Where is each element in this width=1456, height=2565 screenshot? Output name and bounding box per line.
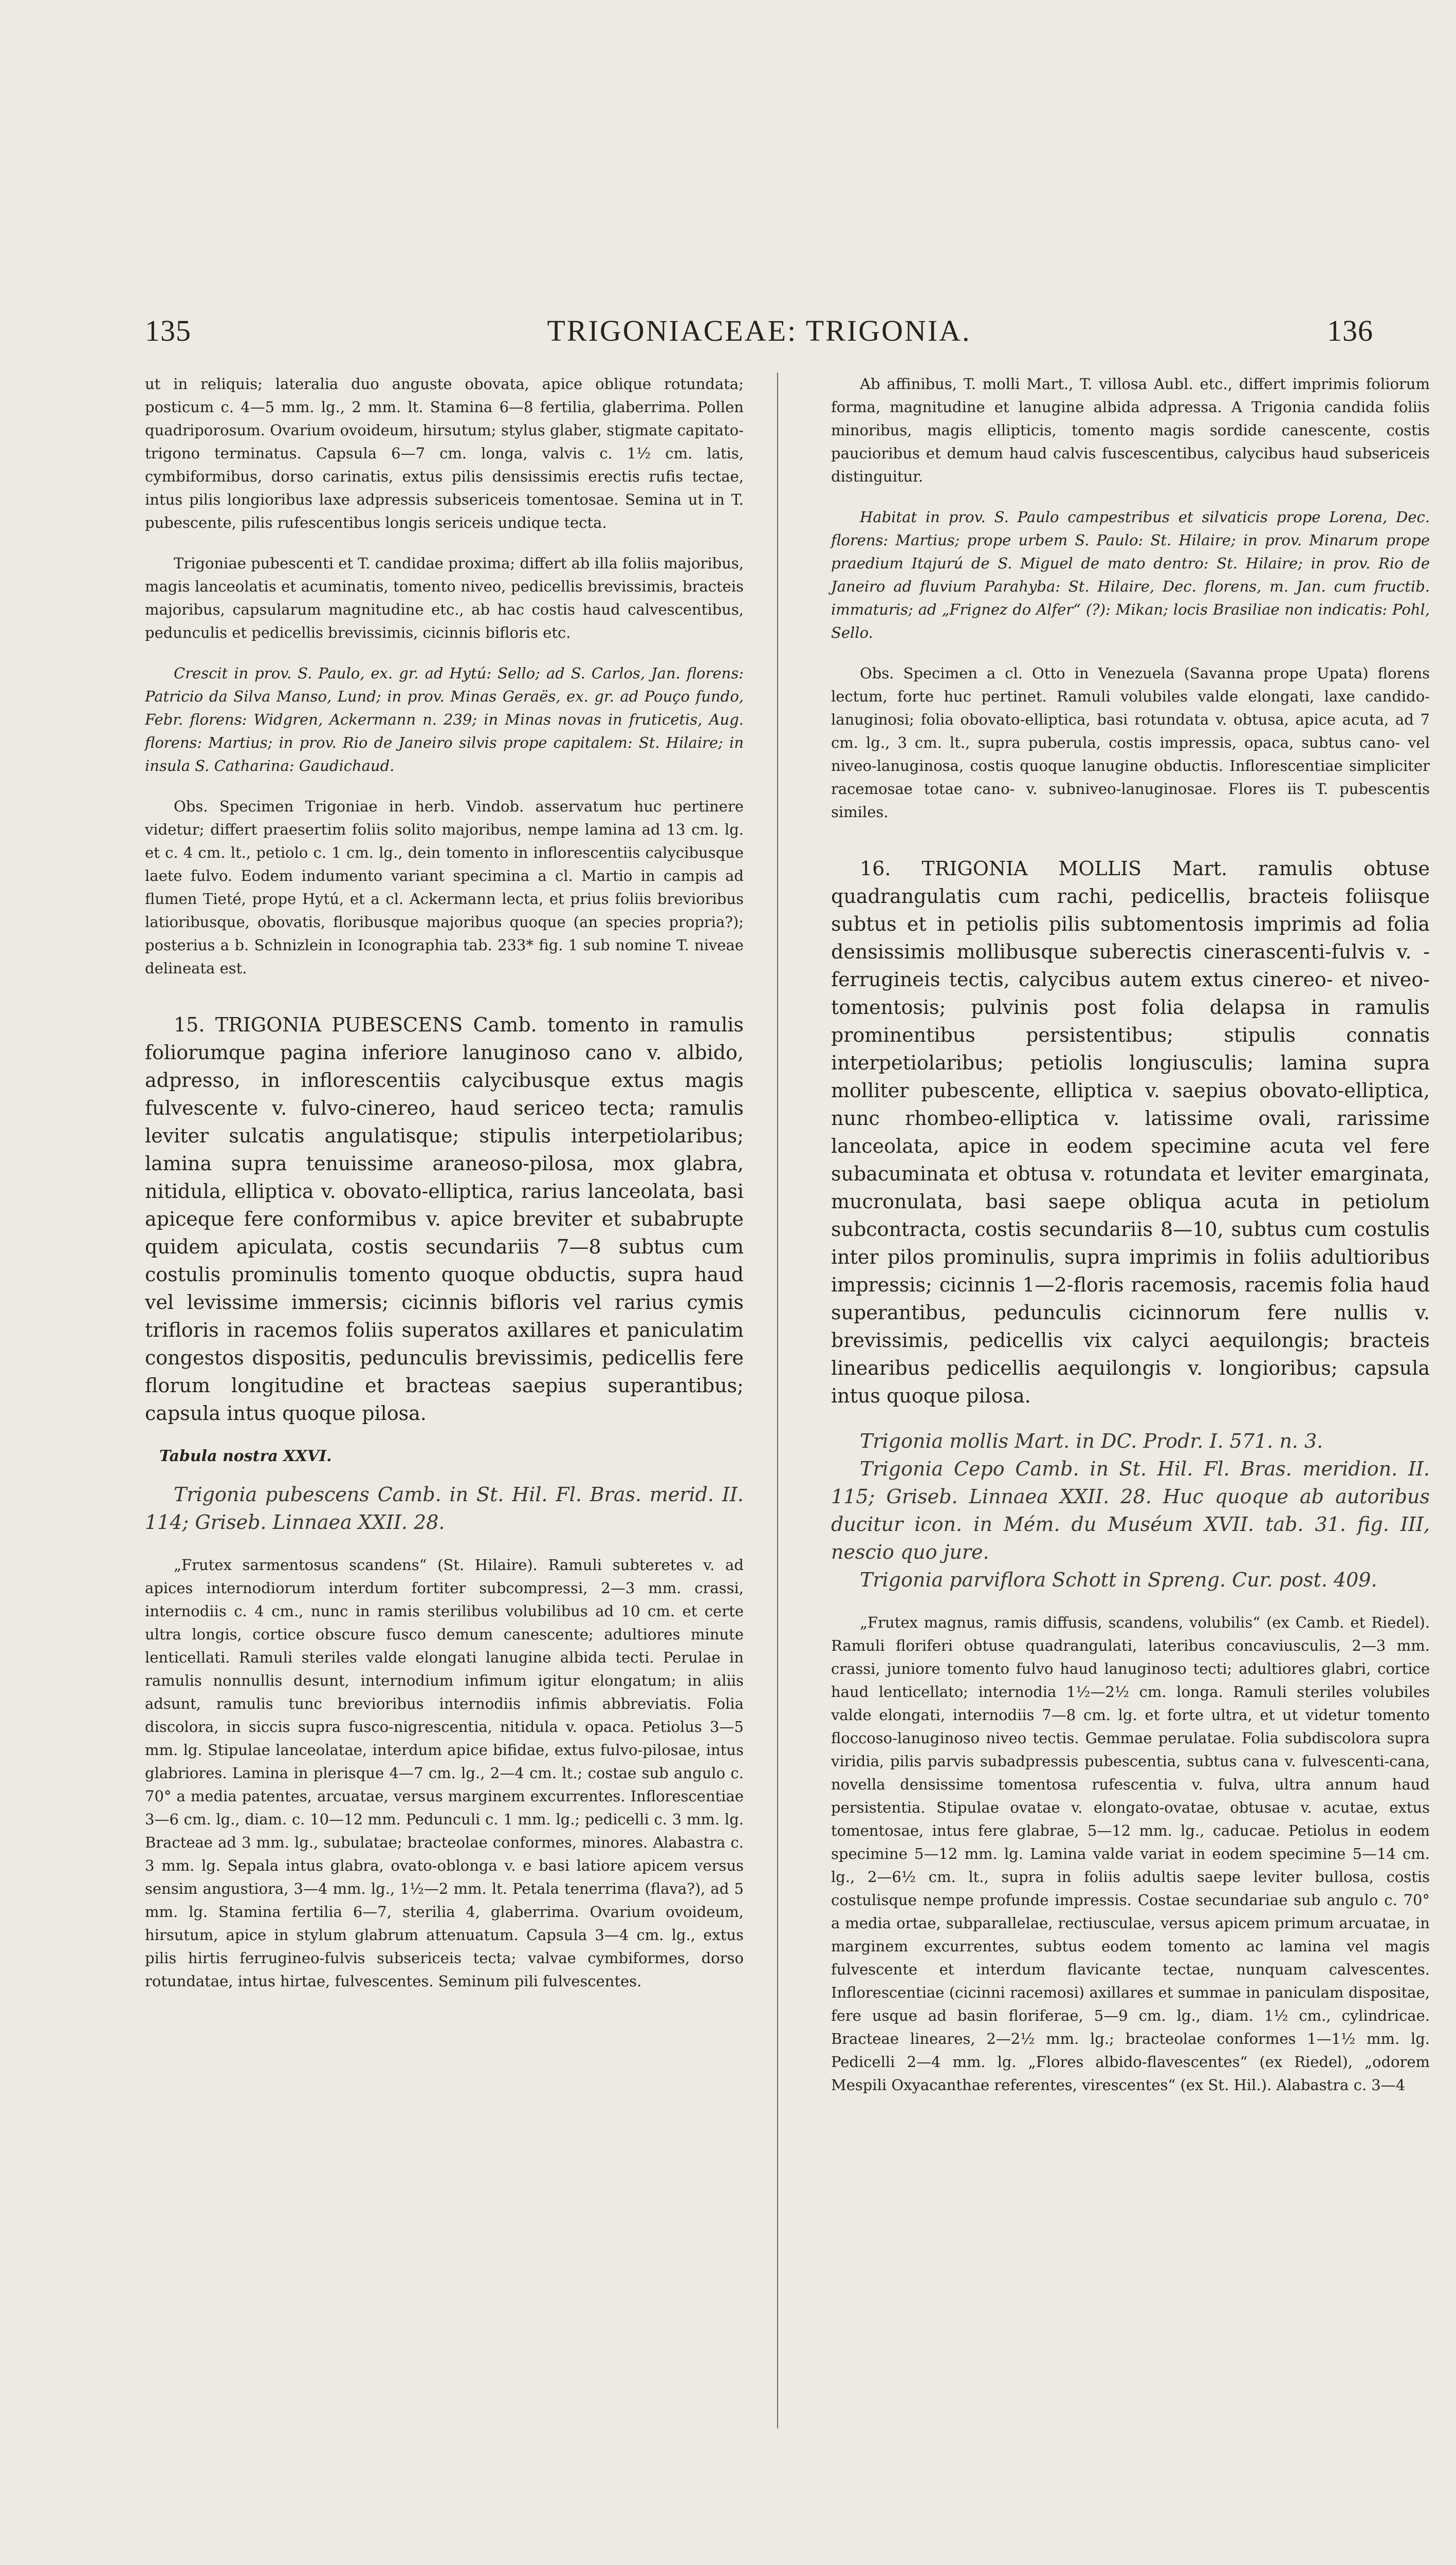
left-column bbox=[145, 373, 744, 1993]
description-continued: ut in reliquis; lateralia duo anguste obovata, apice oblique rotundata; posticum c. 4—5 mm. lg., 2 mm. lt. Stamina 6—8 fertilia, glaberrima. Pollen quadriporosum. Ovarium ovoideum, hirsutum; stylus glaber, stigmate capitato-trigono terminatus. Capsula 6—7 cm. longa, valvis c. 1½ cm. latis, cymbiformibus, dorso carinatis, extus pilis densissimis erectis rufis tectae, intus pilis longioribus laxe adpressis subsericeis tomentosae. Semina ut in T. pubescente, pilis rufescentibus longis sericeis undique tecta. bbox=[145, 375, 744, 531]
right-column bbox=[831, 373, 1430, 2097]
locality-paragraph: Crescit in prov. S. Paulo, ex. gr. ad Hytú: Sello; ad S. Carlos, Jan. florens: Patricio da Silva Manso, Lund; in prov. Minas Geraës, ex. gr. ad Pouço fundo, Febr. florens: Widgren, Ackermann n. 239; in Minas novas in fruticetis, Aug. florens: Martius; in prov. Rio de Janeiro silvis prope capitalem: St. Hilaire; in insula S. Catharina: Gaudichaud. bbox=[145, 665, 744, 774]
observation-paragraph: Obs. Specimen Trigoniae in herb. Vindob. asservatum huc pertinere videtur; differt praesertim foliis solito majoribus, nempe lamina ad 13 cm. lg. et c. 4 cm. lt., petiolo c. 1 cm. lg., dein tomento in inflorescentiis calycibusque laete fulvo. Eodem indumento variant specimina a cl. Martio in campis ad flumen Tieté, prope Hytú, et a cl. Ackermann lecta, et prius foliis brevioribus latioribusque, obovatis, floribusque majoribus quoque (an species propria?); posterius a b. Schnizlein in Iconographia tab. 233* fig. 1 sub nomine T. niveae delineata est. bbox=[145, 798, 744, 977]
habitat-paragraph: Habitat in prov. S. Paulo campestribus et silvaticis prope Lorena, Dec. florens: Martius; prope urbem S. Paulo: St. Hilaire; in prov. Minarum prope praedium Itajurú de S. Miguel de mato dentro: St. Hilaire; in prov. Rio de Janeiro ad fluvium Parahyba: St. Hilaire, Dec. florens, m. Jan. cum fructib. immaturis; ad „Frignez do Alfer“ (?): Mikan; locis Brasiliae non indicatis: Pohl, Sello. bbox=[831, 508, 1430, 641]
synonym-reference: Trigonia pubescens Camb. in St. Hil. Fl. Bras. merid. II. 114; Griseb. Linnaea XXII. 28. bbox=[145, 1483, 744, 1534]
plate-reference: Tabula nostra XXVI. bbox=[159, 1447, 332, 1465]
species-15-description: „Frutex sarmentosus scandens“ (St. Hilaire). Ramuli subteretes v. ad apices internodiorum interdum fortiter subcompressi, 2—3 mm. crassi, internodiis c. 4 cm., nunc in ramis sterilibus volubilibus ad 10 cm. et certe ultra longis, cortice obscure fusco demum canescente; adultiores minute lenticellati. Ramuli steriles valde elongati lanugine albida tecti. Perulae in ramulis nonnullis desunt, internodium infimum igitur elongatum; in aliis adsunt, ramulis tunc brevioribus internodiis infimis abbreviatis. Folia discolora, in siccis supra fusco-nigrescentia, nitidula v. opaca. Petiolus 3—5 mm. lg. Stipulae lanceolatae, interdum apice bifidae, extus fulvo-pilosae, intus glabriores. Lamina in plerisque 4—7 cm. lg., 2—4 cm. lt.; costae sub angulo c. 70° a media patentes, arcuatae, versus marginem excurrentes. Inflorescentiae 3—6 cm. lg., diam. c. 10—12 mm. Pedunculi c. 1 mm. lg.; pedicelli c. 3 mm. lg. Bracteae ad 3 mm. lg., subulatae; bracteolae conformes, minores. Alabastra c. 3 mm. lg. Sepala intus glabra, ovato-oblonga v. e basi latiore apicem versus sensim angustiora, 3—4 mm. lg., 1½—2 mm. lt. Petala tenerrima (flava?), ad 5 mm. lg. Stamina fertilia 6—7, sterilia 4, glaberrima. Ovarium ovoideum, hirsutum, apice in stylum glabrum attenuatum. Capsula 3—4 cm. lg., extus pilis hirtis ferrugineo-fulvis subsericeis tecta; valvae cymbiformes, dorso rotundatae, intus hirtae, fulvescentes. Seminum pili fulvescentes. bbox=[145, 1556, 744, 1990]
observation-paragraph-right: Obs. Specimen a cl. Otto in Venezuela (Savanna prope Upata) florens lectum, forte huc pertinet. Ramuli volubiles valde elongati, laxe candido-lanuginosi; folia obovato-elliptica, basi rotundata v. obtusa, apice acuta, ad 7 cm. lg., 3 cm. lt., supra puberula, costis impressis, opaca, subtus cano- vel niveo-lanuginosa, costis quoque lanugine obductis. Inflorescentiae simpliciter racemosae totae cano- v. subniveo-lanuginosae. Flores iis T. pubescentis similes. bbox=[831, 665, 1430, 821]
species-15-diagnosis: 15. TRIGONIA PUBESCENS Camb. tomento in ramulis foliorumque pagina inferiore lanuginoso cano v. albido, adpresso, in inflorescentiis calycibusque extus magis fulvescente v. fulvo-cinereo, haud sericeo tecta; ramulis leviter sulcatis angulatisque; stipulis interpetiolaribus; lamina supra tenuissime araneoso-pilosa, mox glabra, nitidula, elliptica v. obovato-elliptica, rarius lanceolata, basi apiceque fere conformibus v. apice breviter et subabrupte quidem apiculata, costis secundariis 7—8 subtus cum costulis prominulis tomento quoque obductis, supra haud vel levissime immersis; cicinnis bifloris vel rarius cymis trifloris in racemos foliis superatos axillares et paniculatim congestos dispositis, pedunculis brevissimis, pedicellis fere florum longitudine et bracteas saepius superantibus; capsula intus quoque pilosa. bbox=[145, 1013, 744, 1425]
synonym-parviflora: Trigonia parviflora Schott in Spreng. Cur. post. 409. bbox=[860, 1568, 1377, 1591]
running-title: TRIGONIACEAE: TRIGONIA. bbox=[547, 314, 971, 347]
page-number-left: 135 bbox=[145, 314, 191, 347]
synonym-mollis: Trigonia mollis Mart. in DC. Prodr. I. 571. n. 3. bbox=[860, 1430, 1323, 1452]
synonym-cepo: Trigonia Cepo Camb. in St. Hil. Fl. Bras. meridion. II. 115; Griseb. Linnaea XXII. 28. Huc quoque ab autoribus ducitur icon. in Mém. du Muséum XVII. tab. 31. fig. III, nescio quo jure. bbox=[831, 1457, 1430, 1563]
species-16-description: „Frutex magnus, ramis diffusis, scandens, volubilis“ (ex Camb. et Riedel). Ramuli floriferi obtuse quadrangulati, lateribus concaviusculis, 2—3 mm. crassi, juniore tomento fulvo haud lanuginoso tecti; adultiores glabri, cortice haud lenticellato; internodia 1½—2½ cm. longa. Ramuli steriles volubiles valde elongati, internodiis 7—8 cm. lg. et forte ultra, et ut videtur tomento floccoso-lanuginoso niveo tectis. Gemmae perulatae. Folia subdiscolora supra viridia, pilis parvis subadpressis pubescentia, subtus cana v. fulvescenti-cana, novella densissime tomentosa rufescentia v. fulva, ultra annum haud persistentia. Stipulae ovatae v. elongato-ovatae, obtusae v. acutae, extus tomentosae, intus fere glabrae, 5—12 mm. lg., caducae. Petiolus in eodem specimine 5—12 mm. lg. Lamina valde variat in eodem specimine 5—14 cm. lg., 2—6½ cm. lt., supra in foliis adultis saepe leviter bullosa, costis costulisque nempe profunde impressis. Costae secundariae sub angulo c. 70° a media ortae, subparallelae, rectiusculae, versus apicem primum arcuatae, in marginem excurrentes, subtus eodem tomento ac lamina vel magis fulvescente et interdum flavicante tectae, nunquam calvescentes. Inflorescentiae (cicinni racemosi) axillares et summae in paniculam dispositae, fere usque ad basin floriferae, 5—9 cm. lg., diam. 1½ cm., cylindricae. Bracteae lineares, 2—2½ mm. lg.; bracteolae conformes 1—1½ mm. lg. Pedicelli 2—4 mm. lg. „Flores albido-flavescentes“ (ex Riedel), „odorem Mespili Oxyacanthae referentes, virescentes“ (ex St. Hil.). Alabastra c. 3—4 bbox=[831, 1614, 1430, 2094]
page-number-right: 136 bbox=[1327, 314, 1373, 347]
page-header bbox=[145, 313, 1373, 355]
affinity-note: Trigoniae pubescenti et T. candidae proxima; differt ab illa foliis majoribus, magis lanceolatis et acuminatis, tomento niveo, pedicellis brevissimis, bracteis majoribus, capsularum magnitudine etc., ab hac costis haud calvescentibus, pedunculis et pedicellis brevissimis, cicinnis bifloris etc. bbox=[145, 555, 744, 641]
species-16-diagnosis: 16. TRIGONIA MOLLIS Mart. ramulis obtuse quadrangulatis cum rachi, pedicellis, bracteis foliisque subtus et in petiolis pilis subtomentosis imprimis ad folia densissimis mollibusque suberectis cinerascenti-fulvis v. -ferrugineis tectis, calycibus autem extus cinereo- et niveo-tomentosis; pulvinis post folia delapsa in ramulis prominentibus persistentibus; stipulis connatis interpetiolaribus; petiolis longiusculis; lamina supra molliter pubescente, elliptica v. saepius obovato-elliptica, nunc rhombeo-elliptica v. latissime ovali, rarissime lanceolata, apice in eodem specimine acuta vel fere subacuminata et obtusa v. rotundata et leviter emarginata, mucronulata, basi saepe obliqua acuta in petiolum subcontracta, costis secundariis 8—10, subtus cum costulis inter pilos prominulis, supra imprimis in foliis adultioribus impressis; cicinnis 1—2-floris racemosis, racemis folia haud superantibus, pedunculis cicinnorum fere nullis v. brevissimis, pedicellis vix calyci aequilongis; bracteis linearibus pedicellis aequilongis v. longioribus; capsula intus quoque pilosa. bbox=[831, 857, 1430, 1407]
column-divider bbox=[777, 373, 778, 2428]
differential-note: Ab affinibus, T. molli Mart., T. villosa Aubl. etc., differt imprimis foliorum forma, magnitudine et lanugine albida adpressa. A Trigonia candida foliis minoribus, magis ellipticis, tomento magis sordide canescente, costis paucioribus et demum haud calvis fuscescentibus, calycibus haud subsericeis distinguitur. bbox=[831, 375, 1430, 485]
